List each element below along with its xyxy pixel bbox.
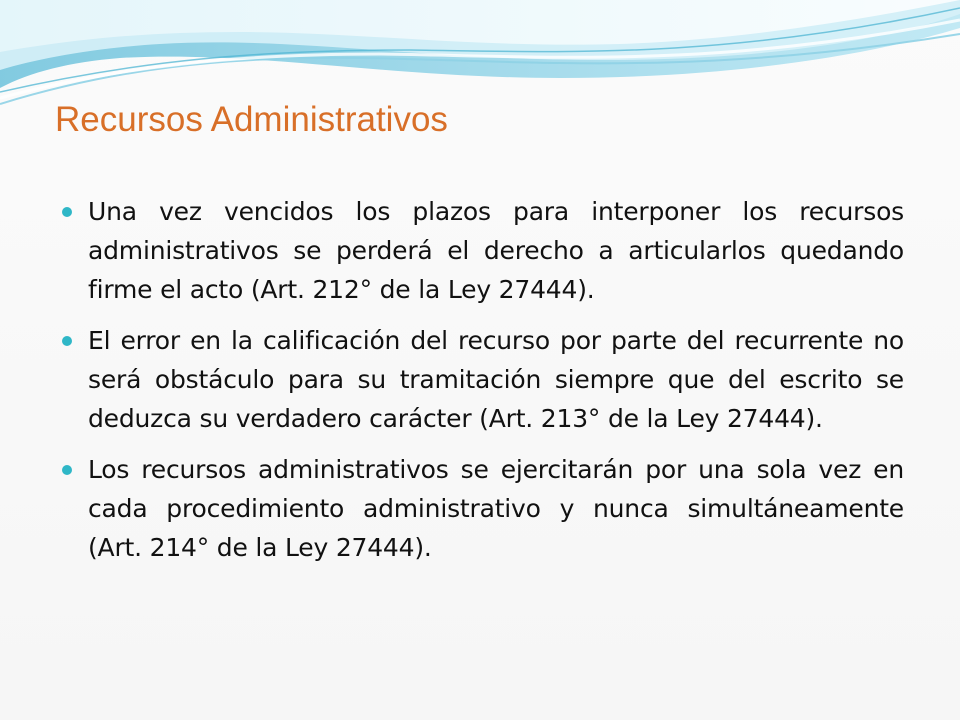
bullet-text: El error en la calificación del recurso por parte del recurrente no será obstáculo para su tramitación siempre que del escrito se deduzca su verdadero carácter (Art. 213° de la Ley 27444). (88, 326, 904, 433)
bullet-text: Una vez vencidos los plazos para interponer los recursos administrativos se perderá el derecho a articularlos quedando firme el acto (Art. 212° de la Ley 27444). (88, 197, 904, 304)
bullet-item (62, 192, 904, 309)
bullet-dot-icon (62, 207, 72, 217)
bullet-item (62, 321, 904, 438)
bullet-dot-icon (62, 336, 72, 346)
bullet-list (62, 192, 904, 579)
bullet-item (62, 450, 904, 567)
bullet-dot-icon (62, 465, 72, 475)
bullet-text: Los recursos administrativos se ejercitarán por una sola vez en cada procedimiento administrativo y nunca simultáneamente (Art. 214° de la Ley 27444). (88, 455, 904, 562)
slide-title: Recursos Administrativos (55, 100, 448, 139)
